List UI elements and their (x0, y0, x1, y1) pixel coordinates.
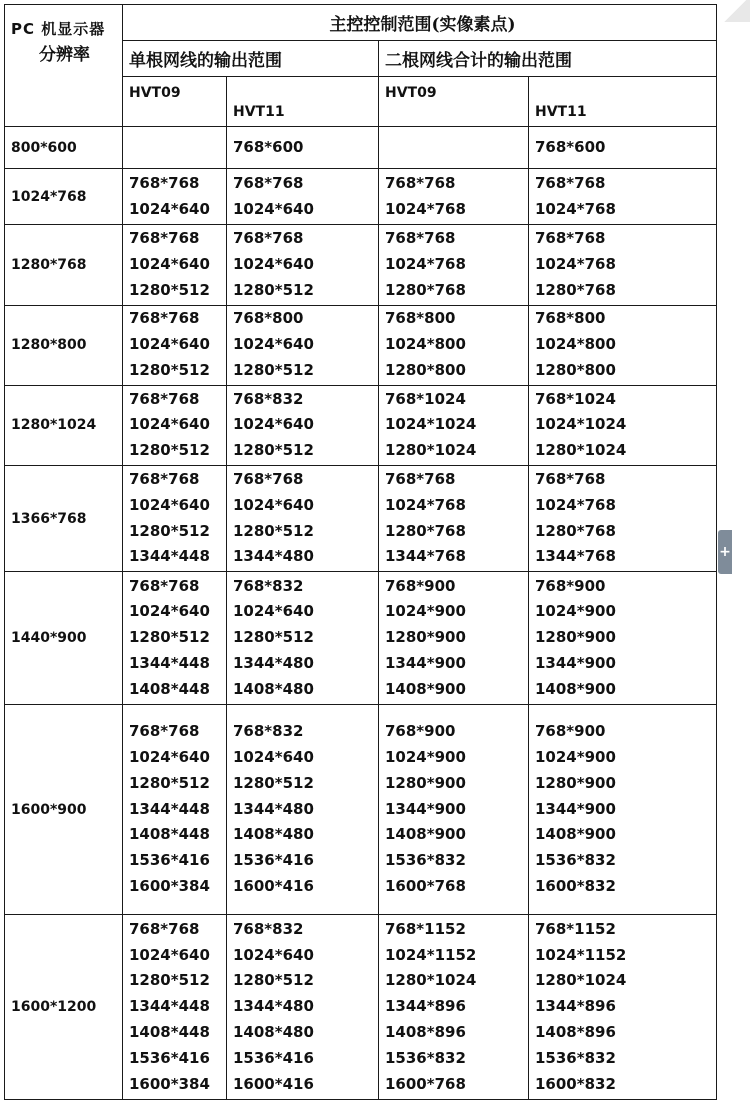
value-cell (227, 225, 379, 305)
value-cell (123, 704, 227, 915)
value-line: 1280*768 (535, 521, 616, 540)
value-line: 1344*448 (129, 997, 210, 1016)
value-line: 1280*512 (233, 441, 314, 460)
value-line: 1536*416 (129, 1048, 210, 1067)
value-line: 768*800 (535, 309, 606, 328)
value-line: 1280*900 (385, 628, 466, 647)
value-line: 1600*384 (129, 877, 210, 896)
table-row (5, 915, 717, 1100)
value-line: 768*768 (129, 389, 200, 408)
value-cell (529, 169, 717, 225)
table-row (5, 385, 717, 465)
value-line: 1344*900 (535, 799, 616, 818)
value-line: 768*900 (535, 576, 606, 595)
value-line: 1344*480 (233, 799, 314, 818)
table-row (5, 466, 717, 572)
value-line: 1280*1024 (535, 971, 627, 990)
value-line: 1344*480 (233, 653, 314, 672)
value-line: 1536*416 (233, 1048, 314, 1067)
value-line: 1408*900 (385, 679, 466, 698)
value-line: 1024*640 (233, 945, 314, 964)
value-line: 768*768 (129, 470, 200, 489)
value-line: 1280*900 (535, 773, 616, 792)
value-line: 1408*896 (535, 1023, 616, 1042)
corner-header (5, 5, 123, 127)
value-cell (379, 572, 529, 704)
value-line: 768*1152 (385, 919, 466, 938)
value-line: 1408*896 (385, 1023, 466, 1042)
value-line: 1024*900 (385, 748, 466, 767)
value-line: 768*768 (129, 919, 200, 938)
value-line: 1344*768 (535, 547, 616, 566)
value-line: 1024*768 (385, 495, 466, 514)
value-line: 768*900 (385, 576, 456, 595)
value-line: 768*832 (233, 389, 304, 408)
value-line: 1280*800 (385, 361, 466, 380)
value-cell (227, 385, 379, 465)
value-line: 768*768 (385, 173, 456, 192)
value-line: 1536*832 (385, 851, 466, 870)
value-line: 1280*1024 (385, 971, 477, 990)
value-line: 1024*640 (233, 415, 314, 434)
value-line: 1280*512 (129, 280, 210, 299)
model-header-single-hvt11: HVT11 (227, 77, 379, 127)
value-line: 1280*512 (129, 441, 210, 460)
group-header-double: 二根网线合计的输出范围 (379, 41, 717, 77)
value-line: 1024*1024 (385, 415, 477, 434)
value-line: 768*800 (233, 309, 304, 328)
value-line: 1024*800 (385, 335, 466, 354)
table-row (5, 169, 717, 225)
value-line: 1024*640 (233, 602, 314, 621)
value-line: 768*900 (385, 722, 456, 741)
value-line: 1024*640 (233, 748, 314, 767)
corner-header-line1: PC 机显示器 (11, 20, 106, 38)
value-line: 1536*832 (385, 1048, 466, 1067)
value-cell (529, 572, 717, 704)
value-line: 1024*640 (129, 945, 210, 964)
pc-resolution-cell: 1366*768 (5, 466, 123, 572)
value-line: 1024*900 (535, 748, 616, 767)
value-line: 1280*512 (233, 628, 314, 647)
value-cell (379, 466, 529, 572)
value-line: 768*1024 (385, 389, 466, 408)
value-cell (123, 225, 227, 305)
value-line: 1024*640 (129, 495, 210, 514)
value-cell (529, 127, 717, 169)
value-cell (123, 385, 227, 465)
value-line: 1024*768 (535, 255, 616, 274)
value-line: 1024*768 (535, 495, 616, 514)
value-cell (227, 466, 379, 572)
value-cell (379, 704, 529, 915)
value-line: 1408*480 (233, 825, 314, 844)
pc-resolution-cell: 1280*1024 (5, 385, 123, 465)
value-cell (123, 915, 227, 1100)
value-line: 768*1024 (535, 389, 616, 408)
value-line: 1280*768 (535, 280, 616, 299)
page-corner-fold (720, 0, 750, 22)
value-line: 768*768 (233, 229, 304, 248)
value-line: 1024*768 (385, 199, 466, 218)
value-cell (379, 169, 529, 225)
resolution-table-container (4, 4, 716, 1100)
value-line: 1408*900 (385, 825, 466, 844)
model-header-double-hvt09: HVT09 (379, 77, 529, 127)
value-line: 768*768 (233, 173, 304, 192)
value-line: 1024*640 (129, 415, 210, 434)
value-line: 1280*1024 (385, 441, 477, 460)
value-line: 1280*512 (233, 361, 314, 380)
value-line: 768*600 (535, 137, 606, 156)
table-row (5, 127, 717, 169)
value-line: 1024*1152 (385, 945, 477, 964)
value-cell (123, 572, 227, 704)
value-line: 1024*640 (129, 602, 210, 621)
value-line: 1280*512 (129, 971, 210, 990)
value-line: 1024*640 (233, 335, 314, 354)
value-line: 1600*416 (233, 877, 314, 896)
value-line: 768*768 (535, 229, 606, 248)
value-line: 1600*832 (535, 1074, 616, 1093)
value-line: 1280*512 (233, 773, 314, 792)
value-cell (379, 225, 529, 305)
value-line: 1344*480 (233, 997, 314, 1016)
value-line: 1536*832 (535, 851, 616, 870)
value-line: 1408*480 (233, 679, 314, 698)
pc-resolution-cell: 1280*768 (5, 225, 123, 305)
value-line: 1024*640 (129, 255, 210, 274)
value-line: 768*768 (129, 576, 200, 595)
value-cell (379, 127, 529, 169)
value-line: 768*832 (233, 722, 304, 741)
value-line: 1024*640 (129, 199, 210, 218)
value-cell (123, 169, 227, 225)
value-line: 1344*896 (535, 997, 616, 1016)
value-line: 768*768 (129, 173, 200, 192)
value-cell (529, 704, 717, 915)
pc-resolution-cell: 1600*900 (5, 704, 123, 915)
value-line: 768*768 (535, 470, 606, 489)
value-line: 1408*448 (129, 679, 210, 698)
value-cell (123, 466, 227, 572)
value-line: 1024*640 (129, 748, 210, 767)
value-line: 768*768 (385, 470, 456, 489)
value-line: 1024*900 (535, 602, 616, 621)
value-line: 1024*1024 (535, 415, 627, 434)
value-line: 1280*768 (385, 521, 466, 540)
value-line: 1280*768 (385, 280, 466, 299)
value-line: 1600*384 (129, 1074, 210, 1093)
model-header-single-hvt09: HVT09 (123, 77, 227, 127)
value-line: 1024*800 (535, 335, 616, 354)
value-line: 1024*640 (129, 335, 210, 354)
value-line: 768*768 (129, 229, 200, 248)
value-line: 1280*512 (233, 521, 314, 540)
value-line: 1280*900 (385, 773, 466, 792)
value-line: 1344*448 (129, 653, 210, 672)
value-line: 1344*448 (129, 547, 210, 566)
value-line: 1536*416 (129, 851, 210, 870)
plus-icon: + (719, 544, 731, 560)
value-line: 1344*448 (129, 799, 210, 818)
table-row (5, 305, 717, 385)
value-cell (529, 915, 717, 1100)
top-header-title: 主控控制范围(实像素点) (123, 5, 717, 41)
value-line: 1344*480 (233, 547, 314, 566)
model-header-double-hvt11: HVT11 (529, 77, 717, 127)
value-line: 768*768 (129, 722, 200, 741)
value-cell (379, 385, 529, 465)
value-line: 1536*416 (233, 851, 314, 870)
value-line: 1024*900 (385, 602, 466, 621)
value-cell (227, 127, 379, 169)
value-line: 1600*416 (233, 1074, 314, 1093)
corner-header-line2: 分辨率 (39, 45, 90, 65)
value-line: 1024*640 (233, 255, 314, 274)
value-line: 1408*480 (233, 1023, 314, 1042)
value-line: 1344*900 (535, 653, 616, 672)
pc-resolution-cell: 800*600 (5, 127, 123, 169)
value-line: 768*768 (129, 309, 200, 328)
group-header-single: 单根网线的输出范围 (123, 41, 379, 77)
value-line: 768*832 (233, 576, 304, 595)
value-line: 1280*900 (535, 628, 616, 647)
value-line: 1600*832 (535, 877, 616, 896)
table-row (5, 704, 717, 915)
value-line: 1600*768 (385, 1074, 466, 1093)
table-row (5, 572, 717, 704)
table-body (5, 127, 717, 1100)
value-line: 1536*832 (535, 1048, 616, 1067)
value-line: 1344*896 (385, 997, 466, 1016)
value-line: 1408*448 (129, 825, 210, 844)
value-line: 1344*768 (385, 547, 466, 566)
value-line: 768*768 (385, 229, 456, 248)
value-cell (227, 169, 379, 225)
pc-resolution-cell: 1280*800 (5, 305, 123, 385)
value-cell (227, 704, 379, 915)
pc-resolution-cell: 1024*768 (5, 169, 123, 225)
table-row (5, 225, 717, 305)
value-line: 768*768 (535, 173, 606, 192)
value-line: 1024*640 (233, 199, 314, 218)
side-expand-tab[interactable] (718, 530, 732, 574)
value-cell (227, 572, 379, 704)
value-line: 1024*768 (385, 255, 466, 274)
value-line: 768*1152 (535, 919, 616, 938)
value-line: 1280*512 (129, 361, 210, 380)
value-line: 1280*512 (233, 280, 314, 299)
value-line: 768*600 (233, 137, 304, 156)
value-cell (123, 305, 227, 385)
value-line: 1408*448 (129, 1023, 210, 1042)
value-line: 1344*900 (385, 799, 466, 818)
value-line: 1280*512 (129, 773, 210, 792)
value-cell (227, 305, 379, 385)
value-cell (529, 225, 717, 305)
value-line: 1024*640 (233, 495, 314, 514)
value-line: 768*768 (233, 470, 304, 489)
value-line: 1024*1152 (535, 945, 627, 964)
value-cell (529, 305, 717, 385)
pc-resolution-cell: 1440*900 (5, 572, 123, 704)
value-cell (379, 915, 529, 1100)
value-line: 1280*1024 (535, 441, 627, 460)
pc-resolution-cell: 1600*1200 (5, 915, 123, 1100)
value-line: 1600*768 (385, 877, 466, 896)
value-cell (529, 466, 717, 572)
value-cell (529, 385, 717, 465)
value-line: 1280*512 (233, 971, 314, 990)
value-line: 1344*900 (385, 653, 466, 672)
value-cell (123, 127, 227, 169)
value-cell (379, 305, 529, 385)
value-line: 768*832 (233, 919, 304, 938)
value-line: 768*900 (535, 722, 606, 741)
value-line: 1408*900 (535, 825, 616, 844)
value-line: 1024*768 (535, 199, 616, 218)
value-line: 1280*512 (129, 521, 210, 540)
value-line: 1280*512 (129, 628, 210, 647)
value-line: 768*800 (385, 309, 456, 328)
resolution-table (4, 4, 717, 1100)
value-cell (227, 915, 379, 1100)
value-line: 1280*800 (535, 361, 616, 380)
value-line: 1408*900 (535, 679, 616, 698)
